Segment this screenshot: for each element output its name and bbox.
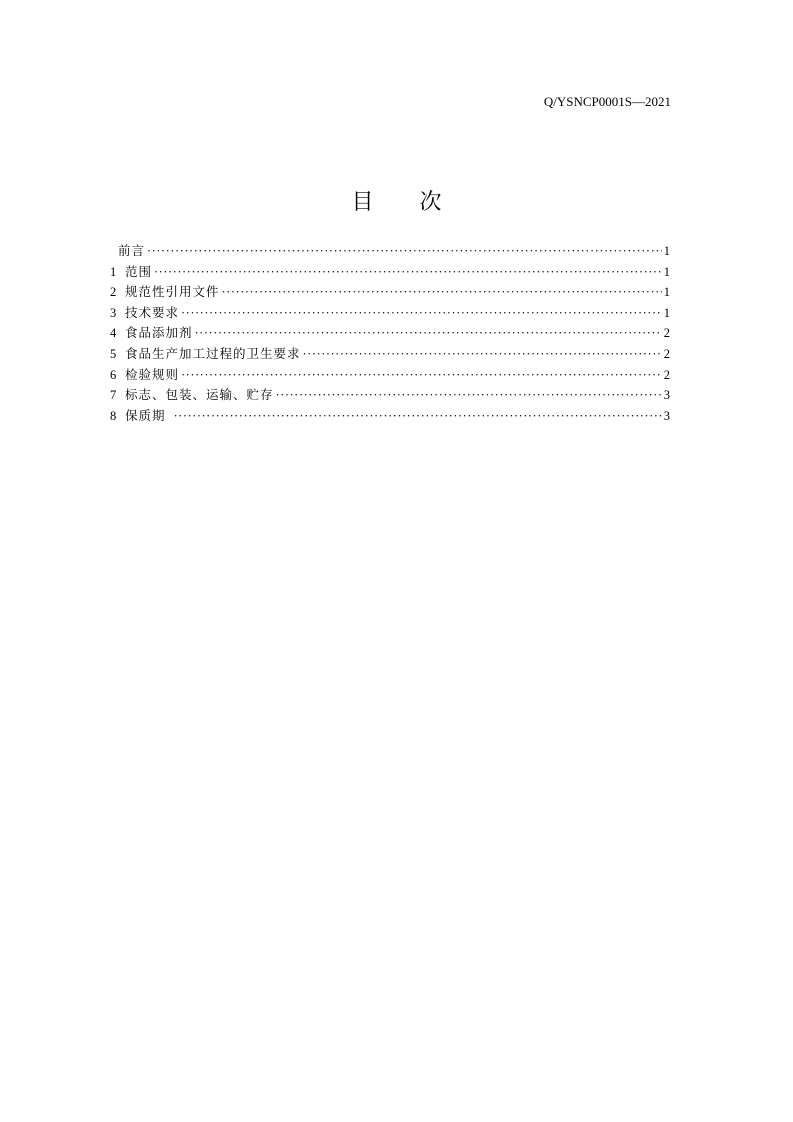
toc-entry-page: 2	[663, 346, 670, 361]
toc-entry-page: 2	[663, 367, 670, 382]
toc-entry-number: 3	[110, 305, 117, 320]
toc-entry-number: 2	[110, 285, 117, 300]
toc-leader-dots	[154, 262, 662, 283]
toc-entry-page: 3	[663, 388, 670, 403]
toc-entry-page: 2	[663, 326, 670, 341]
toc-entry-technical-requirements[interactable]	[110, 303, 670, 324]
toc-entry-number: 5	[110, 346, 117, 361]
toc-leader-dots	[303, 344, 662, 365]
toc-entry-label: 技术要求	[125, 304, 180, 320]
table-of-contents	[110, 241, 670, 426]
toc-title-char-2: 次	[419, 189, 442, 215]
toc-entry-label: 范围	[125, 263, 153, 279]
toc-entry-label: 食品添加剂	[125, 325, 193, 341]
toc-title	[0, 185, 793, 216]
toc-entry-foreword[interactable]	[110, 241, 670, 262]
toc-entry-page: 1	[663, 305, 670, 320]
toc-leader-dots	[147, 241, 662, 262]
toc-entry-number: 7	[110, 388, 117, 403]
toc-entry-inspection-rules[interactable]	[110, 365, 670, 386]
toc-leader-dots	[195, 323, 662, 344]
toc-entry-label: 规范性引用文件	[125, 284, 220, 300]
toc-entry-shelf-life[interactable]	[110, 406, 670, 427]
toc-title-char-1: 目	[351, 189, 374, 215]
toc-leader-dots	[222, 282, 662, 303]
toc-entry-page: 3	[663, 408, 670, 423]
toc-entry-normative-references[interactable]	[110, 282, 670, 303]
toc-entry-label: 检验规则	[125, 366, 180, 382]
toc-leader-dots	[181, 365, 662, 386]
toc-leader-dots	[181, 303, 662, 324]
toc-entry-number: 4	[110, 326, 117, 341]
toc-leader-dots	[276, 385, 662, 406]
toc-entry-scope[interactable]	[110, 262, 670, 283]
toc-entry-number: 1	[110, 264, 117, 279]
toc-entry-page: 1	[663, 264, 670, 279]
toc-entry-page: 1	[663, 285, 670, 300]
toc-leader-dots	[174, 406, 662, 427]
toc-entry-label: 保质期	[125, 407, 166, 423]
toc-entry-number: 8	[110, 408, 117, 423]
document-code: Q/YSNCP0001S—2021	[543, 94, 671, 109]
toc-entry-hygiene-requirements[interactable]	[110, 344, 670, 365]
toc-entry-label: 前言	[118, 243, 146, 258]
toc-entry-page: 1	[663, 244, 670, 258]
toc-entry-label: 标志、包装、运输、贮存	[125, 387, 274, 403]
toc-entry-marking-packaging-transport-storage[interactable]	[110, 385, 670, 406]
toc-entry-food-additives[interactable]	[110, 323, 670, 344]
toc-entry-label: 食品生产加工过程的卫生要求	[125, 345, 301, 361]
toc-entry-number: 6	[110, 367, 117, 382]
